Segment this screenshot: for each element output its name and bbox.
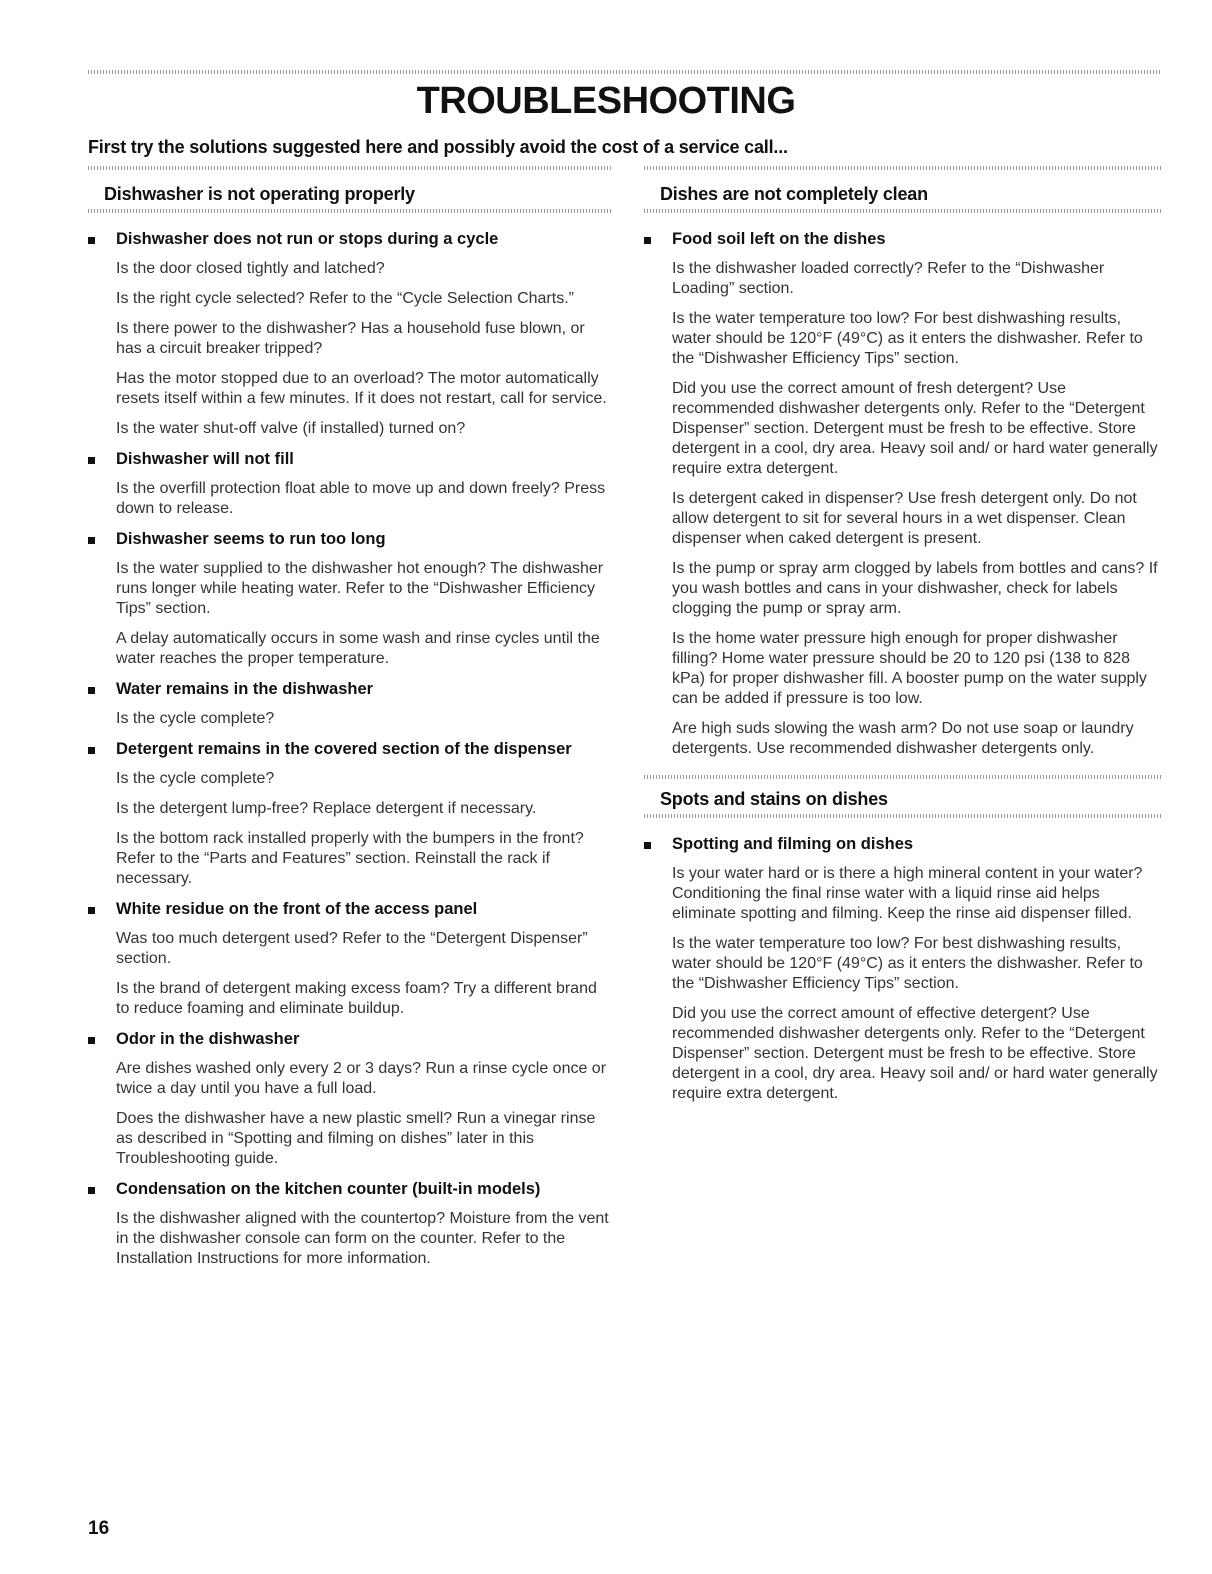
- item-paragraph: A delay automatically occurs in some wash and rinse cycles until the water reaches the proper temperature.: [116, 630, 600, 667]
- item-paragraph: Did you use the correct amount of effective detergent? Use recommended dishwasher detergents only. Refer to the “Detergent Dispenser” section. Detergent must be fresh to be effective. Store detergent in a cool, dry area. Heavy soil and/ or hard water generally require extra detergent.: [672, 1005, 1158, 1102]
- item-paragraph: Did you use the correct amount of fresh detergent? Use recommended dishwasher detergents only. Refer to the “Detergent Dispenser” section. Detergent must be fresh to be effective. Store detergent in a cool, dry area. Heavy soil and/ or hard water generally require extra detergent.: [672, 380, 1158, 477]
- item-title: Dishwasher seems to run too long: [116, 530, 386, 548]
- troubleshooting-item: [88, 1179, 613, 1269]
- item-paragraph: Is the water temperature too low? For best dishwashing results, water should be 120°F (49°C) as it enters the dishwasher. Refer to the “Dishwasher Efficiency Tips” section.: [672, 935, 1143, 992]
- section-title-not-operating: Dishwasher is not operating properly: [104, 184, 415, 204]
- square-bullet-icon: [644, 842, 651, 849]
- top-dotted-rule: [88, 70, 1160, 74]
- item-title: Condensation on the kitchen counter (built-in models): [116, 1180, 541, 1198]
- section-rule: [88, 209, 613, 213]
- right-item-list-1: [644, 229, 1162, 759]
- item-title: Food soil left on the dishes: [672, 230, 886, 248]
- troubleshooting-item: [88, 449, 613, 519]
- square-bullet-icon: [88, 537, 95, 544]
- item-paragraph: Is the right cycle selected? Refer to the “Cycle Selection Charts.”: [116, 290, 574, 307]
- troubleshooting-item: [644, 834, 1162, 1104]
- item-paragraph: Is the overfill protection float able to move up and down freely? Press down to release.: [116, 480, 606, 517]
- item-paragraph: Are dishes washed only every 2 or 3 days? Run a rinse cycle once or twice a day until you have a full load.: [116, 1060, 607, 1097]
- item-paragraph: Is the door closed tightly and latched?: [116, 260, 385, 277]
- item-paragraph: Is the dishwasher loaded correctly? Refer to the “Dishwasher Loading” section.: [672, 260, 1105, 297]
- item-paragraph: Is detergent caked in dispenser? Use fresh detergent only. Do not allow detergent to sit for several hours in a wet dispenser. Clean dispenser when caked detergent is present.: [672, 490, 1137, 547]
- item-title: Dishwasher does not run or stops during a cycle: [116, 230, 499, 248]
- troubleshooting-item: [88, 229, 613, 439]
- item-paragraph: Is the dishwasher aligned with the countertop? Moisture from the vent in the dishwasher console can form on the counter. Refer to the Installation Instructions for more information.: [116, 1210, 609, 1267]
- troubleshooting-item: [88, 529, 613, 669]
- troubleshooting-item: [88, 679, 613, 729]
- item-paragraph: Is the detergent lump-free? Replace detergent if necessary.: [116, 800, 537, 817]
- section-title-spots: Spots and stains on dishes: [660, 789, 888, 809]
- item-title: Odor in the dishwasher: [116, 1030, 300, 1048]
- troubleshooting-item: [88, 1029, 613, 1169]
- square-bullet-icon: [88, 907, 95, 914]
- left-item-list: [88, 229, 613, 1269]
- item-paragraph: Are high suds slowing the wash arm? Do not use soap or laundry detergents. Use recommended dishwasher detergents only.: [672, 720, 1134, 757]
- item-title: White residue on the front of the access panel: [116, 900, 478, 918]
- item-paragraph: Is the brand of detergent making excess foam? Try a different brand to reduce foaming and eliminate buildup.: [116, 980, 597, 1017]
- item-paragraph: Is the cycle complete?: [116, 770, 275, 787]
- page-title: TROUBLESHOOTING: [416, 80, 796, 122]
- square-bullet-icon: [644, 237, 651, 244]
- page-number: 16: [88, 1518, 110, 1539]
- square-bullet-icon: [88, 747, 95, 754]
- page-subtitle: First try the solutions suggested here and possibly avoid the cost of a service call...: [88, 137, 788, 157]
- item-paragraph: Is your water hard or is there a high mineral content in your water? Conditioning the final rinse water with a liquid rinse aid helps eliminate spotting and filming. Keep the rinse aid dispenser filled.: [672, 865, 1143, 922]
- left-column: [88, 166, 613, 1269]
- item-title: Water remains in the dishwasher: [116, 680, 374, 698]
- item-paragraph: Has the motor stopped due to an overload? The motor automatically resets itself within a few minutes. If it does not restart, call for service.: [116, 370, 607, 407]
- item-title: Detergent remains in the covered section of the dispenser: [116, 740, 572, 758]
- item-paragraph: Is the water supplied to the dishwasher hot enough? The dishwasher runs longer while heating water. Refer to the “Dishwasher Efficiency Tips” section.: [116, 560, 604, 617]
- item-paragraph: Is there power to the dishwasher? Has a household fuse blown, or has a circuit breaker tripped?: [116, 320, 585, 357]
- right-item-list-2: [644, 834, 1162, 1104]
- item-paragraph: Is the home water pressure high enough for proper dishwasher filling? Home water pressure should be 20 to 120 psi (138 to 828 kPa) for proper dishwasher fill. A booster pump on the water supply can be added if pressure is too low.: [672, 630, 1147, 707]
- item-paragraph: Is the water temperature too low? For best dishwashing results, water should be 120°F (49°C) as it enters the dishwasher. Refer to the “Dishwasher Efficiency Tips” section.: [672, 310, 1143, 367]
- section-rule: [644, 814, 1162, 818]
- section-title-not-clean: Dishes are not completely clean: [660, 184, 928, 204]
- square-bullet-icon: [88, 687, 95, 694]
- item-title: Spotting and filming on dishes: [672, 835, 914, 853]
- item-paragraph: Is the pump or spray arm clogged by labels from bottles and cans? If you wash bottles and cans in your dishwasher, check for labels clogging the pump or spray arm.: [672, 560, 1158, 617]
- square-bullet-icon: [88, 1037, 95, 1044]
- troubleshooting-item: [644, 229, 1162, 759]
- section-rule: [644, 209, 1162, 213]
- item-paragraph: Is the water shut-off valve (if installed) turned on?: [116, 420, 466, 437]
- square-bullet-icon: [88, 1187, 95, 1194]
- item-paragraph: Is the bottom rack installed properly with the bumpers in the front? Refer to the “Parts and Features” section. Reinstall the rack if necessary.: [116, 830, 584, 887]
- item-title: Dishwasher will not fill: [116, 450, 294, 468]
- item-paragraph: Does the dishwasher have a new plastic smell? Run a vinegar rinse as described in “Spotting and filming on dishes” later in this Troubleshooting guide.: [116, 1110, 596, 1167]
- square-bullet-icon: [88, 457, 95, 464]
- right-column: [644, 166, 1162, 1104]
- square-bullet-icon: [88, 237, 95, 244]
- troubleshooting-item: [88, 739, 613, 889]
- troubleshooting-item: [88, 899, 613, 1019]
- item-paragraph: Was too much detergent used? Refer to the “Detergent Dispenser” section.: [116, 930, 588, 967]
- item-paragraph: Is the cycle complete?: [116, 710, 275, 727]
